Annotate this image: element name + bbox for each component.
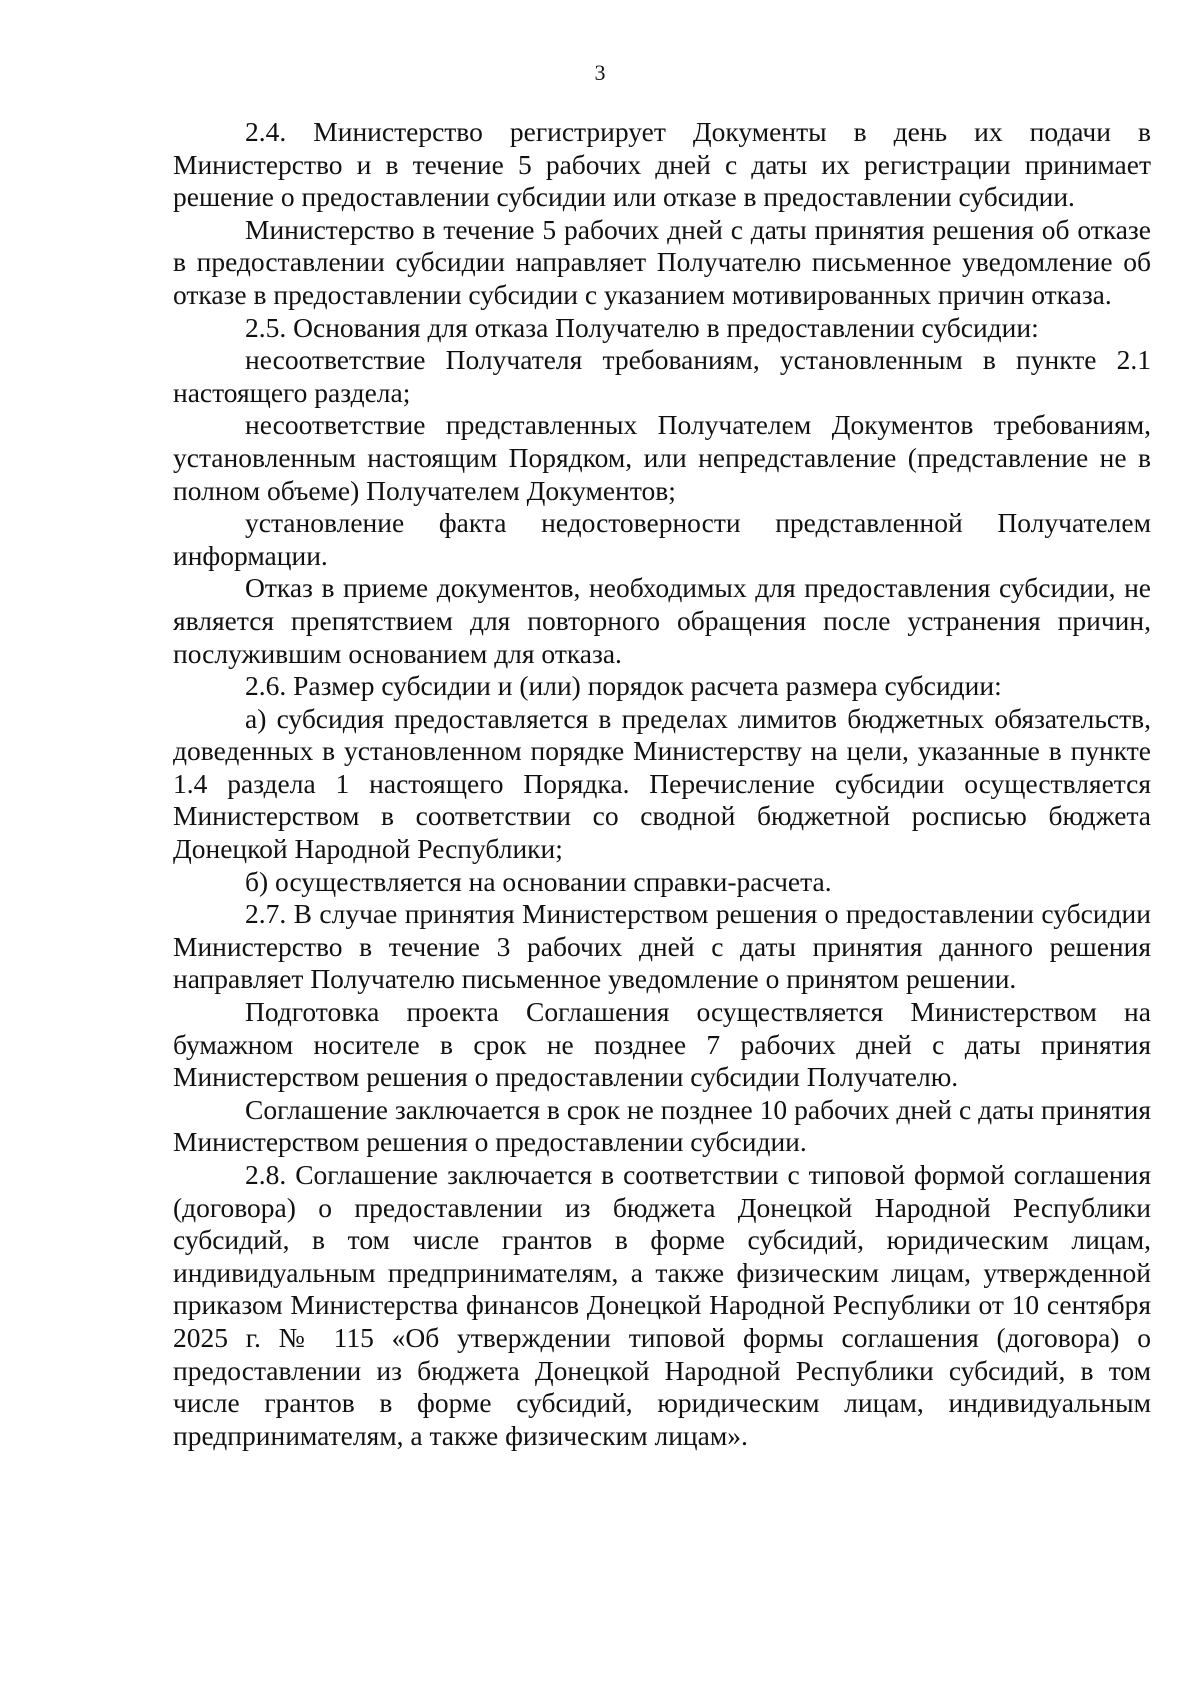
paragraph-refusal-ground-2: несоответствие представленных Получателем Документов требованиям, установленным настоящим Порядком, или непредставление (представление не в полном объеме) Получателем Документов; <box>173 409 1151 506</box>
paragraph-agreement-deadline: Соглашение заключается в срок не позднее 10 рабочих дней с даты принятия Министерством решения о предоставлении субсидии. <box>173 1093 1151 1158</box>
paragraph-2-8: 2.8. Соглашение заключается в соответствии с типовой формой соглашения (договора) о предоставлении из бюджета Донецкой Народной Республики субсидий, в том числе грантов в форме субсидий, юридическим лицам, индивидуальным предпринимателям, а также физическим лицам, утвержденной приказом Министерства финансов Донецкой Народной Республики от 10 сентября 2025 г. № 115 «Об утверждении типовой формы соглашения (договора) о предоставлении из бюджета Донецкой Народной Республики субсидий, в том числе грантов в форме субсидий, юридическим лицам, индивидуальным предпринимателям, а также физическим лицам». <box>173 1159 1151 1451</box>
paragraph-refusal-notice: Министерство в течение 5 рабочих дней с даты принятия решения об отказе в предоставлении субсидии направляет Получателю письменное уведомление об отказе в предоставлении субсидии с указанием мотивированных причин отказа. <box>173 213 1151 310</box>
paragraph-refusal-ground-3: установление факта недостоверности представленной Получателем информации. <box>173 507 1151 571</box>
paragraph-2-6: 2.6. Размер субсидии и (или) порядок расчета размера субсидии: <box>245 670 1002 702</box>
paragraph-2-7: 2.7. В случае принятия Министерством решения о предоставлении субсидии Министерство в течение 3 рабочих дней с даты принятия данного решения направляет Получателю письменное уведомление о принятом решении. <box>173 898 1151 995</box>
paragraph-2-5: 2.5. Основания для отказа Получателю в предоставлении субсидии: <box>245 311 1039 343</box>
paragraph-refusal-ground-1: несоответствие Получателя требованиям, установленным в пункте 2.1 настоящего раздела; <box>173 344 1151 408</box>
paragraph-agreement-preparation: Подготовка проекта Соглашения осуществляется Министерством на бумажном носителе в срок не позднее 7 рабочих дней с даты принятия Министерством решения о предоставлении субсидии Получателю. <box>173 996 1151 1093</box>
paragraph-repeat-application: Отказ в приеме документов, необходимых для предоставления субсидии, не является препятствием для повторного обращения после устранения причин, послужившим основанием для отказа. <box>173 572 1151 669</box>
document-body <box>173 116 1151 1452</box>
page-number: 3 <box>594 60 606 85</box>
paragraph-2-6-a: а) субсидия предоставляется в пределах лимитов бюджетных обязательств, доведенных в установленном порядке Министерству на цели, указанные в пункте 1.4 раздела 1 настоящего Порядка. Перечисление субсидии осуществляется Министерством в соответствии со сводной бюджетной росписью бюджета Донецкой Народной Республики; <box>173 702 1151 865</box>
paragraph-2-4: 2.4. Министерство регистрирует Документы в день их подачи в Министерство и в течение 5 рабочих дней с даты их регистрации принимает решение о предоставлении субсидии или отказе в предоставлении субсидии. <box>173 116 1151 213</box>
paragraph-2-6-b: б) осуществляется на основании справки-расчета. <box>245 865 832 897</box>
